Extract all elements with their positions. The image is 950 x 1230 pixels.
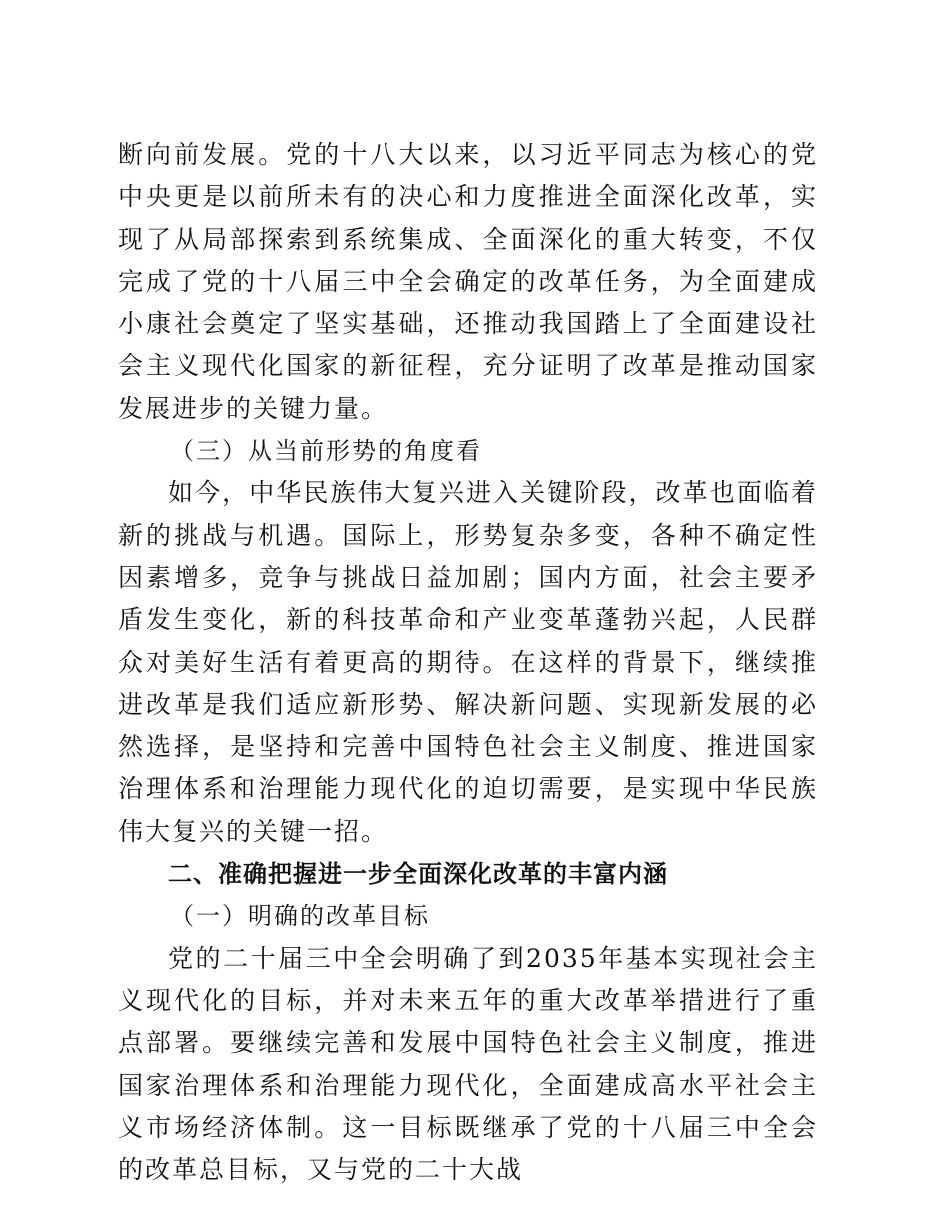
paragraph-reform-goal: 党的二十届三中全会明确了到2035年基本实现社会主义现代化的目标，并对未来五年的重大改革举措进行了重点部署。要继续完善和发展中国特色社会主义制度，推进国家治理体系和治理能力现代化，全面建成高水平社会主义市场经济体制。这一目标既继承了党的十八届三中全会的改革总目标，又与党的二十大战 <box>118 943 818 1185</box>
subheading-current-situation: （三）从当前形势的角度看 <box>170 437 482 466</box>
subheading-reform-goal: （一）明确的改革目标 <box>170 902 430 931</box>
paragraph-current-situation: 如今，中华民族伟大复兴进入关键阶段，改革也面临着新的挑战与机遇。国际上，形势复杂多变，各种不确定性因素增多，竞争与挑战日益加剧；国内方面，社会主要矛盾发生变化，新的科技革命和产业变革蓬勃兴起，人民群众对美好生活有着更高的期待。在这样的背景下，继续推进改革是我们适应新形势、解决新问题、实现新发展的必然选择，是坚持和完善中国特色社会主义制度、推进国家治理体系和治理能力现代化的迫切需要，是实现中华民族伟大复兴的关键一招。 <box>118 478 818 846</box>
paragraph-reform-history: 断向前发展。党的十八大以来，以习近平同志为核心的党中央更是以前所未有的决心和力度推进全面深化改革，实现了从局部探索到系统集成、全面深化的重大转变，不仅完成了党的十八届三中全会确定的改革任务，为全面建成小康社会奠定了坚实基础，还推动我国踏上了全面建设社会主义现代化国家的新征程，充分证明了改革是推动国家发展进步的关键力量。 <box>118 140 818 423</box>
section-heading-two: 二、准确把握进一步全面深化改革的丰富内涵 <box>168 860 668 889</box>
document-body <box>118 134 818 1191</box>
